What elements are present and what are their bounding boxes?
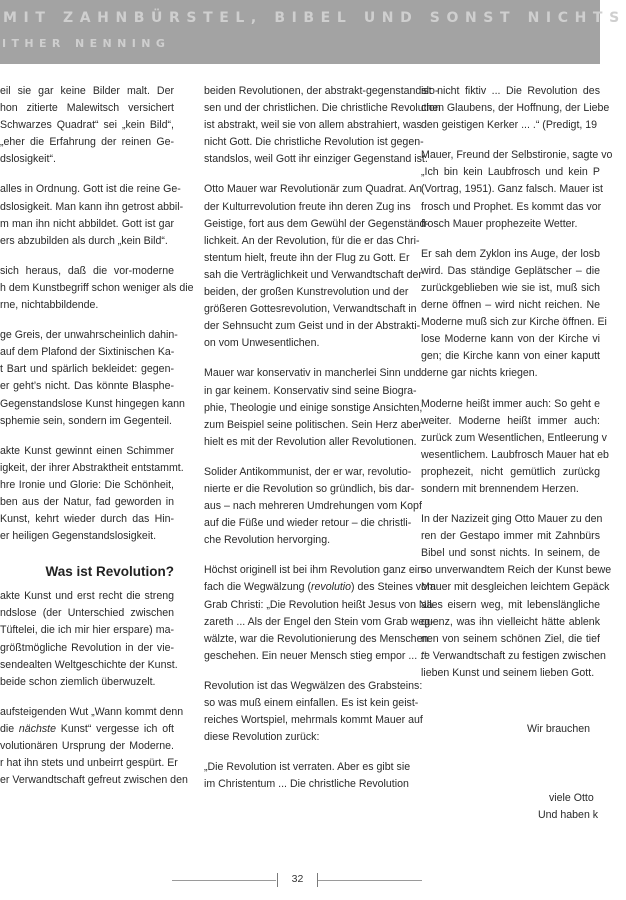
text-line: stentum hielt, freute ihn der Flug zu Gott. Er (204, 251, 410, 264)
text-column-middle (204, 83, 441, 863)
text-column-left (0, 83, 194, 863)
paragraph-gap (204, 352, 388, 365)
paragraph-gap (421, 682, 600, 695)
paragraph-gap (0, 545, 174, 558)
text-line: ist abstrakt, weil sie von allem abstrahiert, was (204, 119, 422, 132)
paragraph-gap (421, 751, 600, 764)
text-line: rne, nichtabbildende. (0, 299, 99, 312)
text-line: weiter. Moderne heißt immer auch: (421, 414, 600, 427)
text-line: gen; die Kirche kann von einer kaputt (421, 350, 600, 363)
text-line: er Verwandtschaft gefreut zwischen den (0, 774, 188, 787)
text-line: (Vortrag, 1951). Ganz falsch. Mauer ist (421, 183, 603, 196)
text-line: aufsteigenden Wut „Wann kommt denn (0, 705, 184, 718)
text-line: der Kulturrevolution freute ihn deren Zug ins (204, 200, 411, 213)
text-line: ge Greis, der unwahrscheinlich dahin- (0, 329, 178, 342)
text-line: lieben Kunst und seinem lieben Gott. (421, 666, 595, 679)
footer-rule-right (318, 880, 422, 881)
text-line: nicht Gott. Die christliche Revolution ist gegen- (204, 136, 424, 149)
text-line: die nächste Kunst“ vergesse ich oft (0, 722, 174, 735)
header-author: ITHER NENNING (2, 37, 171, 50)
text-line: sah die Verträglichkeit und Verwandtschaft der (204, 268, 422, 281)
text-line: lose Moderne kann von der Kirche vi (421, 333, 600, 346)
text-line: auf die Füße und wieder retour – die christli- (204, 517, 412, 530)
text-line: fach die Wegwälzung (revolutio) des Steines vom (204, 581, 436, 594)
text-line: Moderne heißt immer auch: So geht e (421, 397, 600, 410)
text-line: zareth ... Als der Engel den Stein vom Grab weg- (204, 615, 434, 628)
text-line: ist nicht fiktiv ... Die Revolution des (421, 85, 600, 97)
paragraph-gap (0, 314, 174, 327)
text-line: Mauer, Freund der Selbstironie, sagte vo (421, 149, 613, 162)
text-line: Moderne muß sich zur Kirche öffnen. Ei (421, 316, 607, 329)
text-line: akte Kunst und erst recht die streng (0, 590, 174, 603)
text-line: hon zitierte Malewitsch versichert (0, 102, 174, 115)
text-line: wesentlichem. Laubfrosch Mauer hat eb (421, 448, 609, 461)
text-line: ben aus der Natur, fad geworden in (0, 495, 174, 508)
paragraph-gap (204, 451, 388, 464)
header-title: MIT ZAHNBÜRSTEL, BIBEL UND SONST NICHTS (3, 10, 626, 26)
paragraph-gap (421, 134, 600, 147)
text-line: lichkeit. An der Revolution, für die er das Chri- (204, 234, 420, 247)
page-footer (0, 870, 600, 890)
text-line: h dem Kunstbegriff schon weniger als die (0, 281, 194, 294)
text-line: zurück zum Wesentlichen, Entleerung v (421, 431, 607, 444)
text-line: alles in Ordnung. Gott ist die reine Ge- (0, 183, 181, 196)
text-line: zurückgeblieben wie sie ist, muß sich (421, 281, 600, 294)
text-line: quenz, was ihn vielleicht hätte ablenk (421, 615, 600, 628)
emphasis: revolutio (310, 581, 352, 594)
text-line: derne öffnen – wird nicht reichen. Ne (421, 299, 600, 312)
text-line: nierte er die Revolution so gründlich, bis dar- (204, 482, 415, 495)
paragraph-gap (421, 708, 600, 721)
text-line: te Verwandtschaft zu festigen zwischen (421, 649, 606, 662)
paragraph-gap (421, 233, 600, 246)
text-line: größeren Gottesrevolution, Verwandtschaft in (204, 303, 417, 316)
text-column-right (421, 83, 613, 863)
text-line: „Ich bin kein Laubfrosch und kein P (421, 166, 600, 179)
paragraph-gap (204, 746, 388, 759)
paragraph-gap (421, 764, 600, 777)
text-line: derne gar nichts kriegen. (421, 367, 538, 380)
text-line: volutionären Ursprung der Moderne. (0, 740, 174, 752)
text-line: phie, Theologie und einige sonstige Ansichten, (204, 401, 423, 414)
page-number: 32 (291, 873, 304, 885)
text-line: sich heraus, daß die vor-moderne (0, 264, 174, 277)
text-line: sondern mit brennendem Herzen. (421, 482, 579, 495)
text-line: eil sie gar keine Bilder malt. Der (0, 85, 174, 97)
paragraph-gap (0, 250, 174, 263)
text-line: der Sehnsucht zum Geist und in der Abstrakti- (204, 320, 421, 333)
text-line: Höchst originell ist bei ihm Revolution ganz ein- (204, 564, 427, 577)
text-line: Solider Antikommunist, der er war, revolutio- (204, 465, 412, 478)
text-line: frosch und Prophet. Es kommt das vor (421, 200, 602, 213)
text-line: wälzte, war die Revolutionierung des Menschen (204, 632, 429, 645)
text-line: ers abzubilden als durch „kein Bild“. (0, 234, 168, 247)
text-line: Wir brauchen (527, 723, 590, 735)
text-line: Und haben k (538, 809, 599, 822)
text-line: In der Nazizeit ging Otto Mauer zu den (421, 513, 603, 526)
text-line: igkeit, der ihrer Abstraktheit entstammt. (0, 461, 184, 474)
text-line: geschehen. Ein neuer Mensch stieg empor ... .“ (204, 649, 427, 662)
paragraph-gap (421, 695, 600, 708)
text-line: größtmögliche Revolution in der vie- (0, 641, 174, 654)
paragraph-gap (204, 549, 388, 562)
text-line: beiden Revolutionen, der abstrakt-gegenstandslo- (204, 85, 439, 97)
text-line: hielt es mit der Revolution aller Revolutionen. (204, 435, 417, 448)
text-line: chen Glaubens, der Hoffnung, der Liebe (421, 102, 610, 115)
text-line: dslosigkeit“. (0, 153, 56, 166)
text-line: Mauer mit desgleichen leichtem Gepäck (421, 581, 610, 594)
text-line: sendealten Weltgeschichte der Kunst. (0, 658, 178, 671)
text-line: auf dem Plafond der Sixtinischen Ka- (0, 346, 175, 359)
text-line: akte Kunst gewinnt einen Schimmer (0, 444, 174, 457)
text-line: on vom Unwesentlichen. (204, 337, 320, 350)
text-line: reiches Wortspiel, mehrmals kommt Mauer auf (204, 714, 423, 727)
text-line: wird. Das ständige Geplätscher – die (421, 264, 600, 277)
text-line: che Revolution hervorging. (204, 534, 331, 547)
text-line: beiden, der großen Kunstrevolution und der (204, 286, 409, 299)
text-line: dslosigkeit. Man kann ihn getrost abbil- (0, 200, 184, 213)
text-line: im Christentum ... Die christliche Revolution (204, 778, 409, 791)
running-header (0, 0, 626, 64)
paragraph-gap (0, 691, 174, 704)
text-line: so unverwandtem Reich der Kunst bewe (421, 564, 612, 577)
text-line: diese Revolution zurück: (204, 731, 320, 744)
text-line: ren der Gestapo immer mit Zahnbürs (421, 530, 600, 543)
paragraph-gap (204, 665, 388, 678)
text-line: viele Otto (549, 792, 594, 805)
paragraph-gap (421, 498, 600, 511)
footer-rule-left (172, 880, 276, 881)
paragraph-gap (421, 383, 600, 396)
section-heading: Was ist Revolution? (45, 564, 174, 580)
text-line: nen von seinem schönen Ziel, die tief (421, 632, 600, 645)
text-line: zum Beispiel seine politischen. Sein Herz aber (204, 418, 422, 431)
text-line: standslos, weil Gott ihr einziger Gegenstand ist. (204, 153, 428, 166)
text-line: Schwarzes Quadrat“ sei „kein Bild“, (0, 119, 174, 132)
text-line: Revolution ist das Wegwälzen des Grabsteins: (204, 679, 423, 692)
text-line: Tüftelei, die ich mir hier erspare) ma- (0, 624, 174, 637)
text-line: hre Ironie und Glorie: Die Schönheit, (0, 478, 174, 491)
text-line: Bibel und sonst nichts. In seinem, de (421, 547, 600, 560)
text-line: Kunst, kehrt wieder durch das Hin- (0, 513, 174, 526)
text-line: alles eisern weg, mit lebenslängliche (421, 598, 600, 611)
text-line: er heiligen Gegenstandslosigkeit. (0, 530, 157, 543)
emphasis: nächste (18, 722, 57, 735)
text-line: Geistige, fort aus dem Gewühl der Gegenständ- (204, 217, 429, 230)
text-line: m man ihn nicht abbildet. Gott ist gar (0, 217, 174, 230)
paragraph-gap (0, 430, 174, 443)
text-line: Otto Mauer war Revolutionär zum Quadrat. An (204, 183, 422, 196)
text-line: Er sah dem Zyklon ins Auge, der losb (421, 247, 600, 260)
text-line: „eher die Erfahrung der reinen Ge- (0, 136, 174, 149)
paragraph-gap (421, 777, 600, 790)
paragraph-gap (0, 168, 174, 181)
text-line: Mauer war konservativ in mancherlei Sinn und (204, 367, 422, 380)
text-line: prophezeit, nicht gemütlich zurückg (421, 465, 600, 478)
text-line: Grab Christi: „Die Revolution heißt Jesus von Na- (204, 598, 436, 611)
text-line: t Bart und spärlich bekleidet: gegen- (0, 363, 174, 376)
text-line: r hat ihn stets und unbeirrt gespürt. Er (0, 757, 178, 770)
paragraph-gap (204, 168, 388, 181)
text-line: aus – nach mehreren Umdrehungen vom Kopf (204, 500, 422, 513)
text-line: ndslose (der Unterschied zwischen (0, 607, 174, 620)
text-line: beide schon ziemlich überwuzelt. (0, 675, 156, 688)
text-line: frosch Mauer prophezeite Wetter. (421, 217, 578, 230)
text-line: sphemie sein, sondern im Gegenteil. (0, 414, 172, 427)
text-line: „Die Revolution ist verraten. Aber es gibt sie (204, 761, 411, 774)
paragraph-gap (421, 738, 600, 751)
text-line: in gar keinem. Konservativ sind seine Biogra- (204, 384, 417, 397)
text-line: er geht’s nicht. Das könnte Blasphe- (0, 380, 174, 393)
text-line: sen und der christlichen. Die christliche Revolution (204, 102, 441, 115)
text-line: den geistigen Kerker ... .“ (Predigt, 19 (421, 119, 598, 132)
text-line: Gegenstandslose Kunst hingegen kann (0, 397, 185, 410)
text-line: so was muß einem einfallen. Es ist kein geist- (204, 697, 419, 709)
